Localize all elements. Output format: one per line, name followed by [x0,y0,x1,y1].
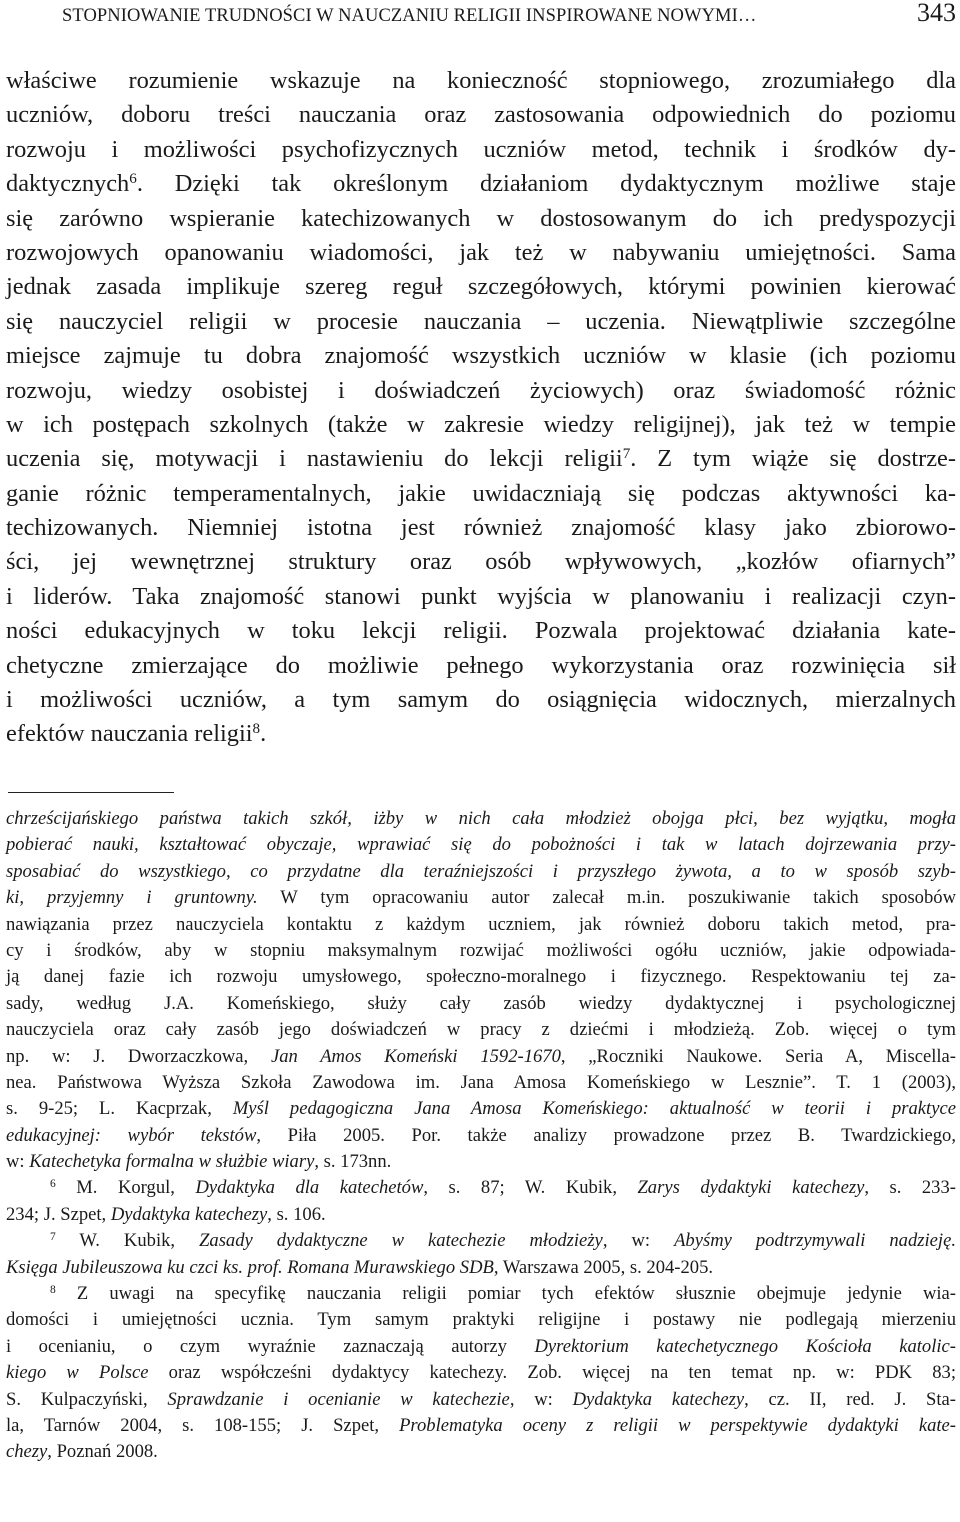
text-line: rozwoju i możliwości psychofizycznych uczniów metod, technik i środków dy- [6,135,956,163]
book-title: Księga Jubileuszowa ku czci ks. prof. Romana Murawskiego SDB [6,1256,494,1278]
text-fragment: . Dzięki tak określonym działaniom dydaktycznym możliwe staje [136,170,956,198]
footnote-7 [6,1228,956,1254]
text-line: miejsce zajmuje tu dobra znajomość wszystkich uczniów w klasie (ich poziomu [6,342,956,370]
footnote-text: , s. 87; W. Kubik, [423,1177,638,1199]
text-line: jednak zasada implikuje szereg reguł szczegółowych, którymi powinien kierować [6,273,956,301]
footnote-text: la, Tarnów 2004, s. 108-155; J. Szpet, [6,1414,400,1436]
footnote-text: np. w: J. Dworzaczkowa, [6,1045,271,1067]
text-line: ganie różnic temperamentalnych, jakie uwidaczniają się podczas aktywności ka- [6,479,956,507]
book-title: Zasady dydaktyczne w katechezie młodzieży [199,1230,603,1252]
footnote-text: , s. 106. [267,1203,326,1225]
footnote-number: 7 [50,1230,56,1243]
footnote-text: 234; J. Szpet, [6,1203,111,1225]
text-line [6,167,956,201]
running-header [0,0,960,34]
book-title: edukacyjnej: wybór tekstów [6,1124,257,1146]
footnote-italic: chrześcijańskiego państwa takich szkół, iżby w nich cała młodzież obojga płci, bez wyjątku, mogła [6,808,956,829]
footnote-line [6,1413,956,1439]
footnote-line [6,1360,956,1386]
book-title: Zarys dydaktyki katechezy [637,1177,865,1199]
footnote-text: , s. 173nn. [314,1151,392,1173]
footnote-text: W. Kubik, [55,1230,200,1252]
footnote-text: , w: [509,1388,573,1410]
footnote-line [6,1439,956,1465]
footnote-line [6,1149,956,1175]
text-line: uczniów, doboru treści nauczania oraz zastosowania odpowiednich do poziomu [6,101,956,129]
text-line: rozwoju, wiedzy osobistej i doświadczeń życiowych) oraz świadomość różnic [6,376,956,404]
book-title: kiego w Polsce [6,1362,149,1384]
book-title: Sprawdzanie i ocenianie w katechezie [167,1388,510,1410]
book-title: Problematyka oceny z religii w perspektywie dydaktyki kate- [399,1414,957,1436]
text-line: ności edukacyjnych w toku lekcji religii. Pozwala projektować działania kate- [6,617,956,645]
footnote-number: 8 [50,1283,56,1296]
footnote-ref-6[interactable]: 6 [129,170,137,187]
footnote-line: nawiązania przez nauczyciela kontaktu z każdym uczniem, jak również doboru takich metod, pra- [6,913,956,935]
footnote-line [6,1123,956,1149]
footnote-line [6,1334,956,1360]
text-fragment: . [260,720,267,748]
main-text [6,64,956,752]
footnote-line: cy i środków, aby w stopniu maksymalnym rozwijać możliwości ogółu uczniów, jakie odpowiada- [6,939,956,961]
footnote-ref-7[interactable]: 7 [622,445,631,462]
footnote-line: nauczyciela oraz cały zasób jego doświadczeń w pracy z dziećmi i młodzieżą. Zob. więcej o tym [6,1019,956,1041]
footnotes [6,806,956,1466]
footnote-ref-8[interactable]: 8 [252,721,261,738]
footnote-text: , Piła 2005. Por. także analizy prowadzone przez B. Twardzickiego, [256,1124,956,1146]
footnote-text: , cz. II, red. J. Sta- [744,1388,956,1410]
footnote-italic: ki, przyjemny i gruntowny. [6,887,258,909]
footnote-line [6,832,956,858]
footnote-text: i ocenianiu, o czym wyraźnie zaznaczają autorzy [6,1335,535,1357]
text-line: ści, jej wewnętrznej struktury oraz osób wpływowych, „kozłów ofiarnych” [6,548,956,576]
book-title: Dyrektorium katechetycznego Kościoła katolic- [534,1335,956,1357]
footnote-text: , s. 233- [864,1177,956,1199]
text-line: rozwojowych opanowaniu wiadomości, jak też w nabywaniu umiejętności. Sama [6,238,956,266]
footnote-line [6,806,956,832]
footnote-separator [8,792,174,793]
footnote-italic: pobierać nauki, kształtować obyczaje, wprawiać się do pobożności i tak w latach dojrzewania przy- [6,834,956,856]
text-line: właściwe rozumienie wskazuje na konieczność stopniowego, zrozumiałego dla [6,67,956,94]
footnote-line: sady, według J.A. Komeńskiego, służy cały zasób wiedzy dydaktycznej i psychologicznej [6,992,956,1014]
book-title: Myśl pedagogiczna Jana Amosa Komeńskiego: aktualność w teorii i praktyce [232,1098,956,1120]
book-title: Abyśmy podtrzymywali nadzieję. [674,1230,956,1252]
footnote-line: domości i umiejętności ucznia. Tym samym praktyki religijne i postawy nie podlegają mierzeniu [6,1309,956,1331]
book-title: chezy [6,1441,48,1463]
footnote-text: Z uwagi na specyfikę nauczania religii pomiar tych efektów słusznie obejmuje jedynie wia- [55,1283,956,1305]
text-line: się nauczyciel religii w procesie nauczania – uczenia. Niewątpliwie szczególne [6,307,956,335]
footnote-line [6,885,956,911]
footnote-text: M. Korgul, [55,1177,196,1199]
footnote-6 [6,1175,956,1201]
text-line: się zarówno wspieranie katechizowanych w dostosowanym do ich predyspozycji [6,204,956,232]
footnote-text: oraz współcześni dydaktycy katechezy. Zob. więcej na ten temat np. w: PDK 83; [148,1362,956,1384]
book-title: Dydaktyka katechezy [572,1388,745,1410]
text-line: techizowanych. Niemniej istotna jest również znajomość klasy jako zbiorowo- [6,514,956,542]
footnote-8 [6,1281,956,1307]
footnote-line [6,1255,956,1281]
book-title: Dydaktyka katechezy [110,1203,268,1225]
book-title: Dydaktyka dla katechetów [195,1177,424,1199]
text-line [6,442,956,476]
footnote-italic: sposabiać do wszystkiego, co przydatne dla teraźniejszości i przyszłego żywota, a to w sposób szyb- [6,860,956,882]
page-number: 343 [917,0,956,27]
text-line: i możliwości uczniów, a tym samym do osiągnięcia widocznych, mierzalnych [6,686,956,714]
footnote-text: W tym opracowaniu autor zalecał m.in. poszukiwanie takich sposobów [257,887,956,909]
text-fragment: uczenia się, motywacji i nastawieniu do lekcji religii [6,445,623,473]
footnote-line [6,1202,956,1228]
footnote-number: 6 [50,1178,56,1191]
footnote-line: ją danej fazie ich rozwoju umysłowego, społeczno-moralnego i fizycznego. Respektowaniu tej za- [6,966,956,988]
text-fragment: efektów nauczania religii [6,720,253,748]
footnote-line [6,1096,956,1122]
text-line: w ich postępach szkolnych (także w zakresie wiedzy religijnej), jak też w tempie [6,410,956,438]
footnote-text: , w: [602,1230,675,1252]
text-line: i liderów. Taka znajomość stanowi punkt wyjścia w planowaniu i realizacji czyn- [6,582,956,610]
text-fragment: daktycznych [6,170,130,198]
text-line: chetyczne zmierzające do możliwie pełnego wykorzystania oraz rozwinięcia sił [6,651,956,679]
running-title: STOPNIOWANIE TRUDNOŚCI W NAUCZANIU RELIGII INSPIROWANE NOWYMI… [62,6,757,26]
footnote-text: w: [6,1151,30,1173]
footnote-text: , Warszawa 2005, s. 204-205. [493,1256,714,1278]
text-line [6,717,956,751]
footnote-line [6,1044,956,1070]
text-fragment: . Z tym wiąże się dostrze- [630,445,956,473]
footnote-line [6,1387,956,1413]
footnote-text: , „Roczniki Naukowe. Seria A, Miscella- [560,1045,956,1067]
footnote-line: nea. Państwowa Wyższa Szkoła Zawodowa im. Jana Amosa Komeńskiego w Lesznie”. T. 1 (2003), [6,1071,956,1093]
footnote-text: s. 9-25; L. Kacprzak, [6,1098,233,1120]
book-title: Katechetyka formalna w służbie wiary [29,1151,315,1173]
footnote-text: S. Kulpaczyński, [6,1388,168,1410]
book-title: Jan Amos Komeński 1592-1670 [270,1045,561,1067]
footnote-text: , Poznań 2008. [47,1441,158,1463]
footnote-line [6,859,956,885]
